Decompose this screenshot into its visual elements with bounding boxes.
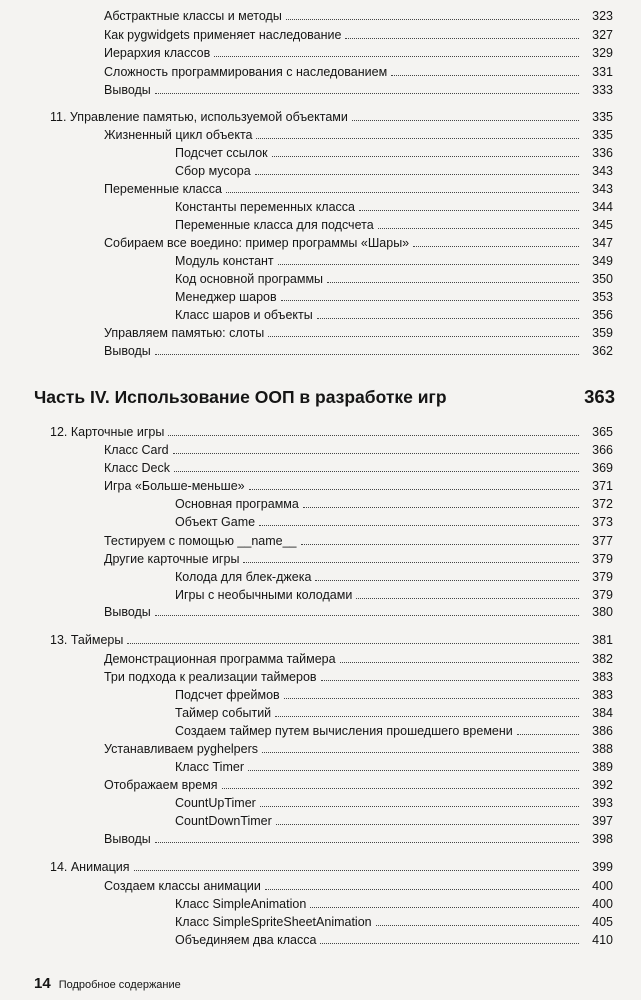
toc-entry bbox=[175, 199, 613, 215]
leader-dots bbox=[278, 264, 579, 265]
toc-entry-page: 384 bbox=[592, 706, 613, 720]
toc-entry-page: 369 bbox=[592, 461, 613, 475]
page-footer bbox=[34, 975, 181, 992]
toc-entry-page: 380 bbox=[592, 605, 613, 619]
toc-entry-title: Таймер событий bbox=[175, 706, 272, 720]
leader-dots bbox=[413, 246, 579, 247]
toc-entry-title: Управляем памятью: слоты bbox=[104, 326, 265, 340]
toc-entry-page: 359 bbox=[592, 326, 613, 340]
toc-entry-title: Подсчет ссылок bbox=[175, 146, 268, 160]
toc-entry-page: 345 bbox=[592, 218, 613, 232]
toc-entry-page: 350 bbox=[592, 272, 613, 286]
toc-entry-page: 382 bbox=[592, 652, 613, 666]
leader-dots bbox=[517, 734, 579, 735]
toc-entry-page: 365 bbox=[592, 425, 613, 439]
toc-entry-page: 383 bbox=[592, 688, 613, 702]
toc-entry-title: Класс SimpleAnimation bbox=[175, 897, 307, 911]
toc-entry bbox=[104, 533, 613, 549]
toc-entry-page: 410 bbox=[592, 933, 613, 947]
leader-dots bbox=[340, 662, 579, 663]
toc-entry bbox=[175, 896, 613, 912]
toc-entry-title: Игры с необычными колодами bbox=[175, 588, 353, 602]
toc-entry bbox=[104, 878, 613, 894]
leader-dots bbox=[327, 282, 579, 283]
toc-entry-page: 379 bbox=[592, 588, 613, 602]
toc-entry-title: Класс Deck bbox=[104, 461, 170, 475]
toc-entry-title: Как pygwidgets применяет наследование bbox=[104, 28, 342, 42]
part-heading bbox=[34, 385, 615, 409]
leader-dots bbox=[301, 544, 580, 545]
toc-entry-page: 400 bbox=[592, 897, 613, 911]
toc-entry bbox=[104, 831, 613, 847]
toc-entry bbox=[104, 325, 613, 341]
leader-dots bbox=[275, 716, 579, 717]
toc-entry-page: 393 bbox=[592, 796, 613, 810]
toc-entry-title: Класс Timer bbox=[175, 760, 244, 774]
leader-dots bbox=[317, 318, 579, 319]
toc-entry-title: Сложность программирования с наследованием bbox=[104, 65, 388, 79]
toc-entry-title: CountDownTimer bbox=[175, 814, 272, 828]
toc-entry-page: 400 bbox=[592, 879, 613, 893]
toc-entry bbox=[175, 496, 613, 512]
leader-dots bbox=[356, 598, 579, 599]
toc-chapter bbox=[50, 424, 613, 440]
toc-entry bbox=[175, 253, 613, 269]
toc-entry bbox=[104, 651, 613, 667]
toc-entry-title: Другие карточные игры bbox=[104, 552, 240, 566]
leader-dots bbox=[265, 889, 579, 890]
toc-entry-title: Константы переменных класса bbox=[175, 200, 355, 214]
toc-entry-page: 344 bbox=[592, 200, 613, 214]
toc-entry bbox=[175, 705, 613, 721]
leader-dots bbox=[260, 806, 579, 807]
toc-entry-title: Отображаем время bbox=[104, 778, 218, 792]
toc-entry bbox=[175, 687, 613, 703]
toc-entry-page: 392 bbox=[592, 778, 613, 792]
toc-entry bbox=[175, 795, 613, 811]
toc-entry-title: Переменные класса bbox=[104, 182, 222, 196]
toc-entry-page: 372 bbox=[592, 497, 613, 511]
toc-entry-title: Тестируем с помощью __name__ bbox=[104, 534, 297, 548]
toc-entry-page: 366 bbox=[592, 443, 613, 457]
toc-entry-page: 397 bbox=[592, 814, 613, 828]
toc-entry bbox=[175, 307, 613, 323]
toc-entry bbox=[175, 569, 613, 585]
toc-entry bbox=[104, 669, 613, 685]
leader-dots bbox=[376, 925, 579, 926]
toc-entry bbox=[104, 343, 613, 359]
toc-entry-page: 329 bbox=[592, 46, 613, 60]
toc-entry-title: Создаем таймер путем вычисления прошедшего времени bbox=[175, 724, 513, 738]
toc-entry-page: 333 bbox=[592, 83, 613, 97]
toc-entry-title: Объект Game bbox=[175, 515, 256, 529]
leader-dots bbox=[127, 643, 579, 644]
toc-entry bbox=[104, 604, 613, 620]
leader-dots bbox=[310, 907, 579, 908]
toc-entry bbox=[175, 217, 613, 233]
toc-entry-title: Подсчет фреймов bbox=[175, 688, 280, 702]
leader-dots bbox=[155, 842, 579, 843]
leader-dots bbox=[391, 75, 579, 76]
toc-entry-page: 383 bbox=[592, 670, 613, 684]
toc-chapter bbox=[50, 109, 613, 125]
toc-entry-page: 335 bbox=[592, 110, 613, 124]
leader-dots bbox=[268, 336, 579, 337]
leader-dots bbox=[284, 698, 579, 699]
toc-entry-title: Создаем классы анимации bbox=[104, 879, 261, 893]
toc-entry-page: 379 bbox=[592, 570, 613, 584]
leader-dots bbox=[226, 192, 579, 193]
toc-entry bbox=[104, 8, 613, 24]
toc-entry-page: 405 bbox=[592, 915, 613, 929]
toc-entry-page: 336 bbox=[592, 146, 613, 160]
toc-chapter bbox=[50, 632, 613, 648]
toc-entry bbox=[104, 442, 613, 458]
toc-entry-title: Выводы bbox=[104, 344, 151, 358]
leader-dots bbox=[320, 943, 579, 944]
toc-entry bbox=[175, 723, 613, 739]
toc-entry-page: 373 bbox=[592, 515, 613, 529]
leader-dots bbox=[345, 38, 579, 39]
toc-entry-title: Объединяем два класса bbox=[175, 933, 317, 947]
toc-entry bbox=[104, 235, 613, 251]
leader-dots bbox=[155, 354, 579, 355]
leader-dots bbox=[173, 453, 579, 454]
leader-dots bbox=[134, 870, 579, 871]
toc-entry-title: Основная программа bbox=[175, 497, 299, 511]
toc-entry-page: 386 bbox=[592, 724, 613, 738]
toc-entry-title: 13. Таймеры bbox=[50, 633, 124, 647]
toc-entry-page: 323 bbox=[592, 9, 613, 23]
leader-dots bbox=[248, 770, 579, 771]
leader-dots bbox=[352, 120, 579, 121]
toc-entry bbox=[175, 587, 613, 603]
toc-entry bbox=[175, 759, 613, 775]
toc-entry-page: 388 bbox=[592, 742, 613, 756]
toc-entry-title: Выводы bbox=[104, 83, 151, 97]
toc-entry-page: 331 bbox=[592, 65, 613, 79]
toc-entry-title: Колода для блек-джека bbox=[175, 570, 312, 584]
toc-entry bbox=[104, 777, 613, 793]
toc-entry-page: 381 bbox=[592, 633, 613, 647]
toc-entry bbox=[104, 82, 613, 98]
leader-dots bbox=[222, 788, 579, 789]
toc-entry-page: 379 bbox=[592, 552, 613, 566]
toc-entry-page: 335 bbox=[592, 128, 613, 142]
toc-entry-title: Класс шаров и объекты bbox=[175, 308, 313, 322]
toc-entry bbox=[175, 289, 613, 305]
leader-dots bbox=[168, 435, 579, 436]
toc-entry-title: Код основной программы bbox=[175, 272, 324, 286]
toc-entry bbox=[175, 514, 613, 530]
leader-dots bbox=[155, 615, 579, 616]
leader-dots bbox=[174, 471, 579, 472]
toc-entry-title: Иерархия классов bbox=[104, 46, 211, 60]
toc-entry-page: 399 bbox=[592, 860, 613, 874]
toc-entry-title: 14. Анимация bbox=[50, 860, 130, 874]
toc-entry-page: 356 bbox=[592, 308, 613, 322]
leader-dots bbox=[286, 19, 579, 20]
leader-dots bbox=[281, 300, 579, 301]
leader-dots bbox=[155, 93, 579, 94]
toc-entry-title: Собираем все воедино: пример программы «Шары» bbox=[104, 236, 410, 250]
toc-entry-page: 371 bbox=[592, 479, 613, 493]
toc-entry-title: 11. Управление памятью, используемой объектами bbox=[50, 110, 348, 124]
part-page: 363 bbox=[584, 386, 615, 407]
part-title: Часть IV. Использование ООП в разработке игр bbox=[34, 386, 447, 407]
toc-entry-title: 12. Карточные игры bbox=[50, 425, 165, 439]
toc-entry-title: Выводы bbox=[104, 832, 151, 846]
leader-dots bbox=[214, 56, 579, 57]
leader-dots bbox=[315, 580, 579, 581]
toc-chapter bbox=[50, 859, 613, 875]
leader-dots bbox=[256, 138, 579, 139]
toc-entry-page: 377 bbox=[592, 534, 613, 548]
toc-entry-title: Абстрактные классы и методы bbox=[104, 9, 282, 23]
toc-entry-title: Сбор мусора bbox=[175, 164, 251, 178]
toc-entry bbox=[175, 163, 613, 179]
leader-dots bbox=[259, 525, 579, 526]
toc-entry bbox=[104, 741, 613, 757]
toc-entry-title: Модуль констант bbox=[175, 254, 274, 268]
toc-entry bbox=[104, 551, 613, 567]
toc-entry-title: Переменные класса для подсчета bbox=[175, 218, 374, 232]
toc-entry-page: 389 bbox=[592, 760, 613, 774]
toc-entry bbox=[175, 813, 613, 829]
toc-entry bbox=[104, 181, 613, 197]
leader-dots bbox=[243, 562, 579, 563]
toc-entry-title: Игра «Больше-меньше» bbox=[104, 479, 245, 493]
toc-entry bbox=[104, 460, 613, 476]
toc-entry-title: Класс SimpleSpriteSheetAnimation bbox=[175, 915, 372, 929]
toc-entry bbox=[104, 64, 613, 80]
toc-entry-page: 327 bbox=[592, 28, 613, 42]
toc-entry-page: 353 bbox=[592, 290, 613, 304]
leader-dots bbox=[303, 507, 579, 508]
toc-entry-page: 343 bbox=[592, 182, 613, 196]
toc-entry-title: Три подхода к реализации таймеров bbox=[104, 670, 317, 684]
leader-dots bbox=[262, 752, 579, 753]
toc-entry bbox=[175, 271, 613, 287]
toc-entry bbox=[104, 127, 613, 143]
leader-dots bbox=[255, 174, 579, 175]
toc-entry bbox=[175, 932, 613, 948]
toc-entry-title: Демонстрационная программа таймера bbox=[104, 652, 336, 666]
toc-entry bbox=[104, 45, 613, 61]
toc-entry-title: Устанавливаем pyghelpers bbox=[104, 742, 258, 756]
toc-entry-page: 349 bbox=[592, 254, 613, 268]
toc-entry-title: Выводы bbox=[104, 605, 151, 619]
toc-entry-title: Жизненный цикл объекта bbox=[104, 128, 253, 142]
leader-dots bbox=[272, 156, 579, 157]
footer-section-title: Подробное содержание bbox=[58, 979, 181, 991]
toc-entry-page: 347 bbox=[592, 236, 613, 250]
footer-page-number: 14 bbox=[34, 975, 51, 992]
toc-entry-title: Менеджер шаров bbox=[175, 290, 277, 304]
toc-entry bbox=[104, 27, 613, 43]
toc-entry-title: CountUpTimer bbox=[175, 796, 256, 810]
toc-entry-page: 343 bbox=[592, 164, 613, 178]
leader-dots bbox=[321, 680, 579, 681]
toc-entry-page: 362 bbox=[592, 344, 613, 358]
leader-dots bbox=[249, 489, 579, 490]
toc-entry bbox=[175, 914, 613, 930]
toc-entry-title: Класс Card bbox=[104, 443, 169, 457]
toc-entry bbox=[175, 145, 613, 161]
leader-dots bbox=[378, 228, 579, 229]
leader-dots bbox=[276, 824, 579, 825]
toc-entry bbox=[104, 478, 613, 494]
toc-entry-page: 398 bbox=[592, 832, 613, 846]
leader-dots bbox=[359, 210, 579, 211]
